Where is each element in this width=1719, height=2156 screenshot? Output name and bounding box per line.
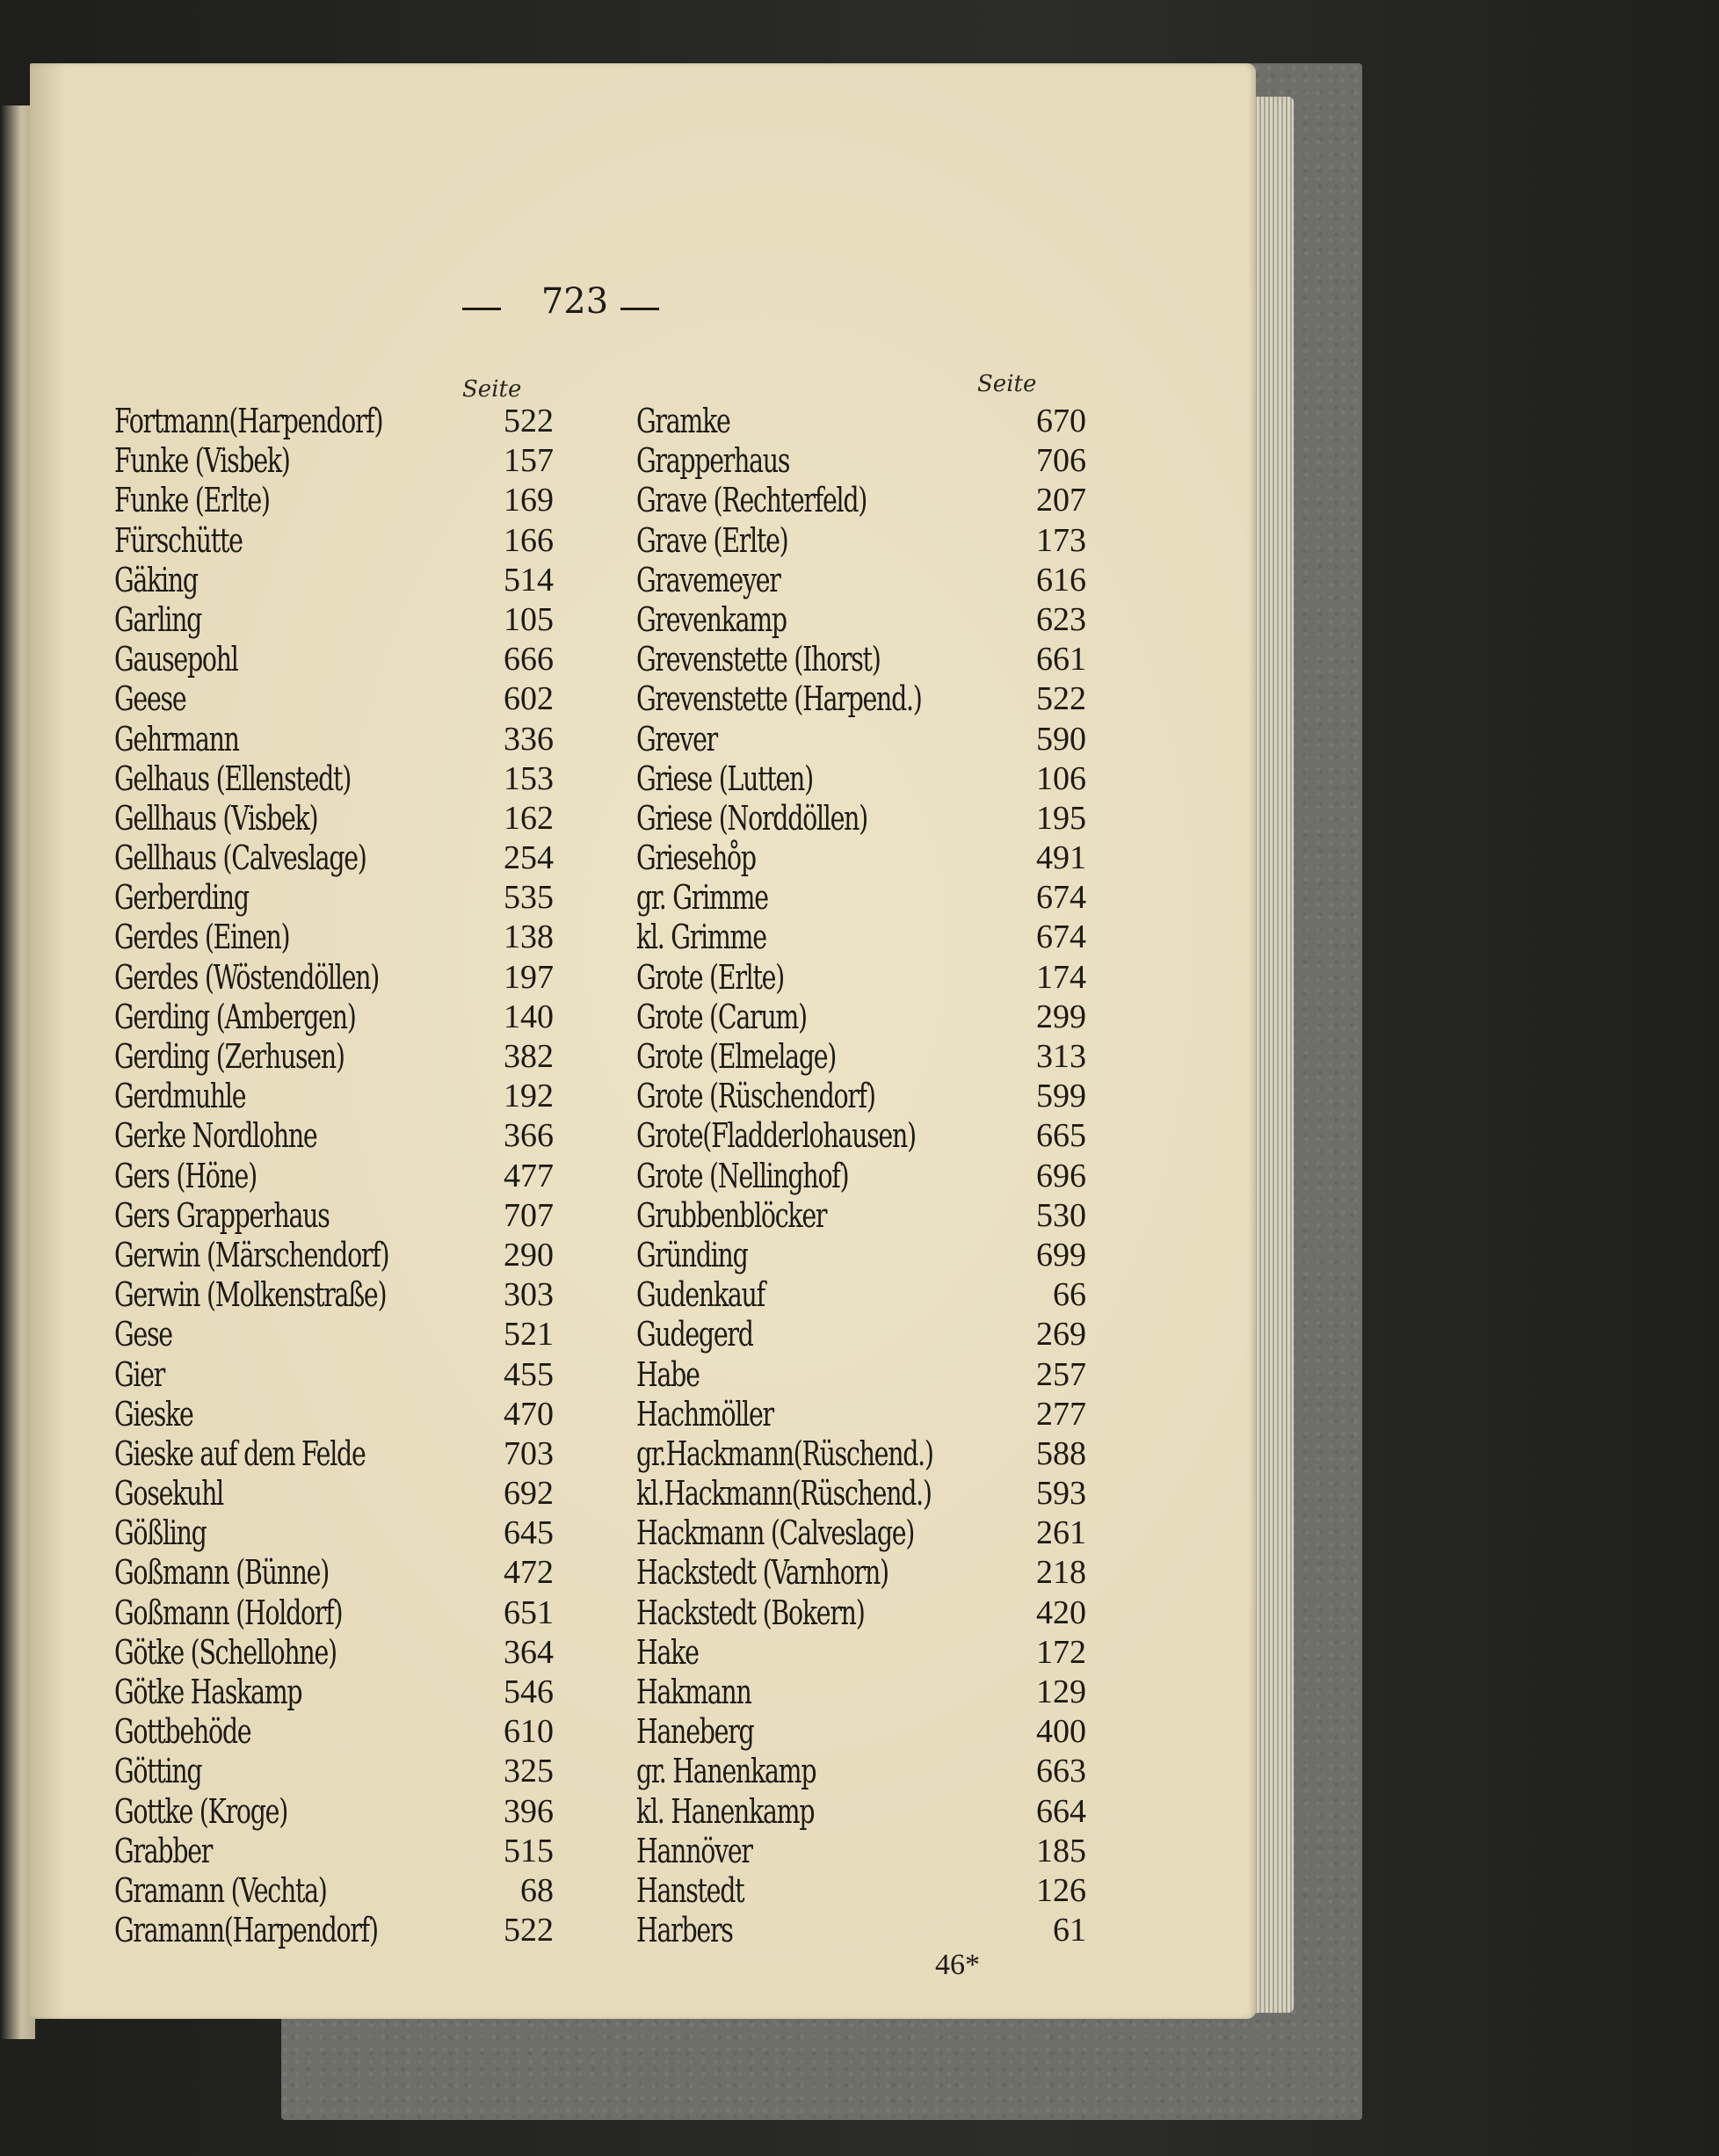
index-entry: [636, 679, 1086, 719]
entry-name: Hannöver: [636, 1831, 752, 1870]
entry-name: Hachmöller: [636, 1394, 773, 1434]
entry-page: 126: [1036, 1871, 1086, 1909]
entry-name: Grote (Elmelage): [636, 1037, 837, 1076]
entry-page: 670: [1036, 403, 1086, 439]
entry-page: 197: [504, 958, 554, 996]
index-entry: [636, 958, 1086, 998]
index-entry: [636, 1434, 1086, 1474]
entry-name: Götke (Schellohne): [114, 1632, 337, 1672]
entry-name: Griese (Lutten): [636, 759, 813, 798]
entry-page: 623: [1036, 600, 1086, 638]
entry-name: Gosekuhl: [114, 1474, 223, 1514]
entry-name: Funke (Erlte): [114, 481, 270, 520]
entry-page: 522: [504, 1912, 554, 1949]
index-entry: [636, 1236, 1086, 1275]
entry-page: 666: [504, 641, 554, 679]
entry-name: Hanstedt: [636, 1870, 744, 1910]
entry-page: 192: [504, 1078, 554, 1115]
index-entry: [636, 1157, 1086, 1196]
index-entry: [114, 1633, 554, 1673]
entry-page: 699: [1036, 1236, 1086, 1274]
index-entry: [636, 1593, 1086, 1633]
entry-page: 665: [1036, 1117, 1086, 1155]
entry-name: Gellhaus (Calveslage): [114, 838, 366, 878]
index-entry: [114, 720, 554, 759]
index-entry: [114, 1593, 554, 1633]
index-entry: [114, 640, 554, 679]
entry-name: Fortmann(Harpendorf): [114, 402, 383, 440]
entry-page: 172: [1036, 1633, 1086, 1671]
index-entry: [636, 720, 1086, 759]
index-entry: [114, 679, 554, 719]
entry-page: 129: [1036, 1673, 1086, 1710]
index-entry: [114, 402, 554, 441]
index-entry: [114, 1832, 554, 1871]
entry-name: Gudenkauf: [636, 1275, 765, 1315]
entry-page: 162: [504, 799, 554, 837]
entry-name: Gäking: [114, 560, 198, 599]
entry-page: 610: [504, 1713, 554, 1751]
index-entry: [114, 1871, 554, 1911]
entry-name: Hake: [636, 1632, 699, 1672]
index-entry: [114, 799, 554, 838]
entry-name: Gers Grapperhaus: [114, 1195, 330, 1235]
entry-page: 514: [504, 561, 554, 599]
entry-name: Grever: [636, 719, 717, 759]
entry-name: Grevenkamp: [636, 599, 787, 639]
entry-name: Gerdes (Wöstendöllen): [114, 957, 380, 997]
entry-name: Fürschütte: [114, 520, 243, 560]
signature-mark: 46*: [935, 1949, 980, 1981]
index-entry: [114, 1474, 554, 1514]
entry-page: 696: [1036, 1157, 1086, 1194]
entry-page: 366: [504, 1117, 554, 1155]
index-entry: [636, 759, 1086, 799]
entry-name: Grieseho̊p: [636, 838, 756, 878]
entry-name: Funke (Visbek): [114, 441, 290, 481]
index-entry: [636, 838, 1086, 878]
entry-page: 400: [1036, 1713, 1086, 1751]
index-entry: [636, 1077, 1086, 1116]
entry-name: Götke Haskamp: [114, 1673, 302, 1711]
index-entry: [114, 561, 554, 600]
index-entry: [636, 1712, 1086, 1752]
entry-page: 325: [504, 1753, 554, 1790]
entry-name: Geese: [114, 679, 186, 719]
entry-page: 299: [1036, 998, 1086, 1035]
entry-page: 661: [1036, 641, 1086, 679]
entry-name: gr.Hackmann(Rüschend.): [636, 1434, 933, 1473]
entry-page: 470: [504, 1395, 554, 1433]
entry-page: 522: [1036, 680, 1086, 718]
entry-name: Griese (Norddöllen): [636, 798, 868, 838]
page-number-dash-right: [620, 308, 659, 310]
entry-page: 173: [1036, 521, 1086, 559]
entry-page: 382: [504, 1038, 554, 1075]
entry-page: 651: [504, 1593, 554, 1631]
index-entry: [114, 1315, 554, 1354]
entry-page: 257: [1036, 1355, 1086, 1393]
entry-page: 522: [504, 403, 554, 439]
index-entry: [636, 600, 1086, 640]
index-entry: [636, 1752, 1086, 1791]
entry-name: Gößling: [114, 1514, 207, 1553]
entry-page: 663: [1036, 1753, 1086, 1790]
entry-name: Gerwin (Molkenstraße): [114, 1275, 387, 1315]
index-entry: [636, 402, 1086, 441]
entry-name: Gerberding: [114, 878, 249, 918]
entry-name: Grapperhaus: [636, 441, 790, 481]
index-entry: [636, 481, 1086, 520]
entry-name: Gramann(Harpendorf): [114, 1911, 378, 1950]
entry-page: 590: [1036, 720, 1086, 758]
index-entry: [114, 1673, 554, 1712]
entry-name: Garling: [114, 599, 202, 639]
index-entry: [636, 1633, 1086, 1673]
index-entry: [114, 441, 554, 481]
entry-name: Gelhaus (Ellenstedt): [114, 759, 352, 798]
page-number: 723: [540, 281, 609, 322]
entry-name: Gellhaus (Visbek): [114, 798, 318, 838]
entry-name: Grevenstette (Harpend.): [636, 679, 922, 719]
entry-name: Grave (Rechterfeld): [636, 481, 867, 520]
entry-name: Goßmann (Holdorf): [114, 1593, 343, 1632]
entry-name: Götting: [114, 1752, 202, 1791]
index-entry: [636, 1792, 1086, 1832]
index-entry: [114, 1037, 554, 1077]
entry-name: Gudegerd: [636, 1315, 753, 1354]
entry-name: Grevenstette (Ihorst): [636, 640, 881, 679]
entry-page: 706: [1036, 442, 1086, 480]
entry-name: Grote (Erlte): [636, 957, 785, 997]
entry-name: Gausepohl: [114, 640, 238, 679]
index-entry: [114, 521, 554, 561]
index-entry: [114, 1752, 554, 1791]
seite-label-right: Seite: [977, 371, 1037, 397]
index-entry: [114, 958, 554, 998]
entry-name: Gier: [114, 1354, 165, 1394]
entry-name: Gerding (Zerhusen): [114, 1037, 345, 1076]
index-entry: [114, 1434, 554, 1474]
index-entry: [636, 521, 1086, 561]
entry-name: Gese: [114, 1315, 172, 1354]
index-entry: [114, 1792, 554, 1832]
entry-page: 535: [504, 879, 554, 917]
entry-name: Gottke (Kroge): [114, 1791, 288, 1831]
entry-name: Grubbenblöcker: [636, 1195, 827, 1235]
index-entry: [636, 1315, 1086, 1354]
entry-page: 692: [504, 1475, 554, 1513]
entry-name: Gramann (Vechta): [114, 1870, 327, 1910]
page-number-dash-left: [462, 308, 501, 310]
index-entry: [636, 1037, 1086, 1077]
entry-page: 588: [1036, 1434, 1086, 1472]
index-entry: [114, 1553, 554, 1593]
index-entry: [636, 1911, 1086, 1950]
entry-name: Gehrmann: [114, 719, 239, 759]
index-entry: [636, 441, 1086, 481]
index-entry: [636, 918, 1086, 957]
entry-name: Gramke: [636, 402, 730, 440]
entry-name: Harbers: [636, 1911, 733, 1950]
index-entry: [114, 1196, 554, 1236]
entry-name: Gerke Nordlohne: [114, 1116, 317, 1156]
index-entry: [114, 481, 554, 520]
index-entry: [114, 759, 554, 799]
entry-name: Hackmann (Calveslage): [636, 1514, 915, 1553]
index-entry: [114, 1355, 554, 1395]
entry-name: Hakmann: [636, 1673, 751, 1711]
index-entry: [114, 1395, 554, 1434]
entry-page: 521: [504, 1316, 554, 1354]
index-entry: [636, 878, 1086, 918]
entry-name: Hackstedt (Bokern): [636, 1593, 865, 1632]
index-entry: [636, 1514, 1086, 1553]
index-entry: [114, 878, 554, 918]
entry-page: 491: [1036, 839, 1086, 877]
entry-name: Grabber: [114, 1831, 213, 1870]
book-page: [30, 63, 1256, 2019]
index-entry: [636, 640, 1086, 679]
entry-page: 645: [504, 1514, 554, 1552]
entry-name: Gers (Höne): [114, 1156, 257, 1195]
entry-name: kl. Grimme: [636, 918, 766, 957]
index-entry: [636, 561, 1086, 600]
index-entry: [114, 918, 554, 957]
entry-name: Grave (Erlte): [636, 520, 788, 560]
entry-page: 68: [520, 1871, 554, 1909]
entry-page: 195: [1036, 799, 1086, 837]
index-entry: [636, 998, 1086, 1037]
index-column-left: [114, 402, 554, 1950]
entry-page: 336: [504, 720, 554, 758]
entry-page: 105: [504, 600, 554, 638]
entry-page: 166: [504, 521, 554, 559]
entry-page: 153: [504, 759, 554, 797]
entry-page: 61: [1053, 1912, 1086, 1949]
entry-name: Gieske auf dem Felde: [114, 1434, 366, 1473]
entry-name: Goßmann (Bünne): [114, 1553, 330, 1593]
entry-name: kl.Hackmann(Rüschend.): [636, 1474, 932, 1514]
entry-page: 66: [1053, 1276, 1086, 1314]
index-entry: [114, 1077, 554, 1116]
entry-page: 290: [504, 1236, 554, 1274]
index-entry: [636, 1673, 1086, 1712]
index-entry: [636, 1355, 1086, 1395]
entry-page: 477: [504, 1157, 554, 1194]
entry-page: 420: [1036, 1593, 1086, 1631]
entry-page: 218: [1036, 1554, 1086, 1592]
entry-name: Gründing: [636, 1235, 748, 1274]
index-entry: [114, 838, 554, 878]
entry-page: 303: [504, 1276, 554, 1314]
entry-page: 593: [1036, 1475, 1086, 1513]
index-entry: [636, 1871, 1086, 1911]
index-entry: [114, 600, 554, 640]
entry-page: 674: [1036, 879, 1086, 917]
index-entry: [114, 1157, 554, 1196]
entry-page: 364: [504, 1633, 554, 1671]
entry-page: 261: [1036, 1514, 1086, 1552]
index-entry: [636, 1474, 1086, 1514]
entry-page: 602: [504, 680, 554, 718]
entry-name: Gerding (Ambergen): [114, 997, 356, 1036]
entry-page: 313: [1036, 1038, 1086, 1075]
index-entry: [114, 1116, 554, 1156]
index-column-right: [636, 402, 1086, 1950]
entry-page: 254: [504, 839, 554, 877]
entry-page: 185: [1036, 1832, 1086, 1869]
index-entry: [636, 1275, 1086, 1315]
entry-name: Gottbehöde: [114, 1712, 251, 1752]
index-entry: [636, 1553, 1086, 1593]
entry-name: Habe: [636, 1354, 700, 1394]
entry-name: Grote(Fladderlohausen): [636, 1116, 916, 1156]
entry-name: Gerdmuhle: [114, 1077, 246, 1116]
entry-name: Haneberg: [636, 1712, 754, 1752]
entry-page: 472: [504, 1554, 554, 1592]
entry-page: 599: [1036, 1078, 1086, 1115]
entry-page: 157: [504, 442, 554, 480]
index-entry: [114, 1712, 554, 1752]
entry-page: 396: [504, 1792, 554, 1830]
entry-page: 616: [1036, 561, 1086, 599]
entry-page: 664: [1036, 1792, 1086, 1830]
entry-page: 707: [504, 1196, 554, 1234]
entry-page: 140: [504, 998, 554, 1035]
index-entry: [114, 998, 554, 1037]
entry-page: 138: [504, 918, 554, 956]
entry-name: gr. Grimme: [636, 878, 768, 918]
index-entry: [636, 1832, 1086, 1871]
entry-page: 530: [1036, 1196, 1086, 1234]
entry-page: 269: [1036, 1316, 1086, 1354]
entry-name: Grote (Rüschendorf): [636, 1077, 875, 1116]
index-entry: [636, 1116, 1086, 1156]
entry-name: Gieske: [114, 1394, 193, 1434]
index-entry: [114, 1911, 554, 1950]
index-entry: [114, 1275, 554, 1315]
entry-page: 515: [504, 1832, 554, 1869]
index-entry: [636, 799, 1086, 838]
entry-page: 277: [1036, 1395, 1086, 1433]
entry-name: Grote (Nellinghof): [636, 1156, 849, 1195]
entry-name: kl. Hanenkamp: [636, 1791, 815, 1831]
entry-name: Hackstedt (Varnhorn): [636, 1553, 889, 1593]
entry-name: Gerdes (Einen): [114, 918, 290, 957]
entry-page: 207: [1036, 482, 1086, 519]
entry-page: 174: [1036, 958, 1086, 996]
entry-page: 169: [504, 482, 554, 519]
entry-page: 674: [1036, 918, 1086, 956]
entry-page: 546: [504, 1673, 554, 1710]
entry-name: gr. Hanenkamp: [636, 1752, 816, 1791]
entry-name: Gravemeyer: [636, 560, 780, 599]
entry-page: 703: [504, 1434, 554, 1472]
entry-name: Gerwin (Märschendorf): [114, 1235, 389, 1274]
entry-page: 455: [504, 1355, 554, 1393]
seite-label-left: Seite: [462, 376, 522, 403]
index-entry: [114, 1514, 554, 1553]
entry-name: Grote (Carum): [636, 997, 807, 1036]
index-entry: [636, 1196, 1086, 1236]
index-entry: [636, 1395, 1086, 1434]
index-entry: [114, 1236, 554, 1275]
entry-page: 106: [1036, 759, 1086, 797]
